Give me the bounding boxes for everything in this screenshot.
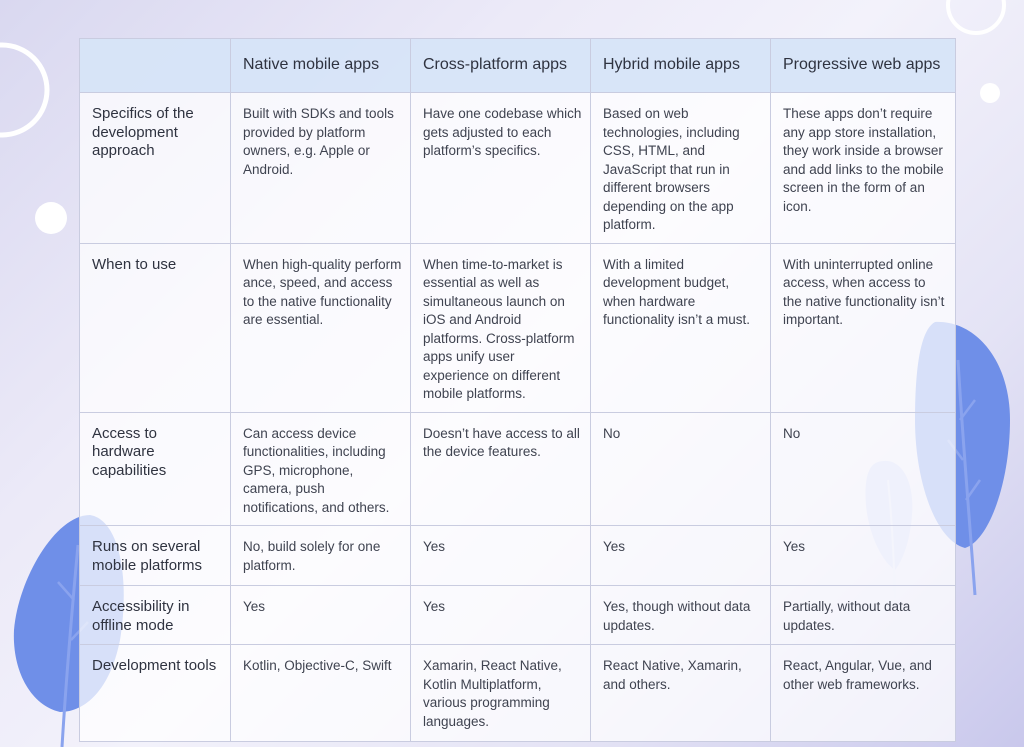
table-row — [80, 526, 956, 586]
header-progressive-web-apps: Progressive web apps — [771, 39, 956, 93]
table-cell: Yes — [411, 586, 591, 645]
table-cell: Partially, without data updates. — [771, 586, 956, 645]
table-cell: Can access device functionalities, including GPS, microphone, camera, push notifications, and others. — [231, 412, 411, 526]
table-cell: No, build solely for one platform. — [231, 526, 411, 586]
table-row — [80, 93, 956, 244]
table-cell: With uninterrupted online access, when access to the native functionality isn’t important. — [771, 243, 956, 412]
table-cell: Yes, though without data updates. — [591, 586, 771, 645]
table-header-row — [80, 39, 956, 93]
table-cell: No — [591, 412, 771, 526]
row-header: When to use — [80, 243, 231, 412]
row-header: Development tools — [80, 645, 231, 742]
dot-decoration — [980, 83, 1000, 103]
table-row — [80, 645, 956, 742]
row-header: Accessibility in offline mode — [80, 586, 231, 645]
table-cell: When time-to-market is essential as well as simultaneous launch on iOS and Android platforms. Cross-platform apps unify user experience on different mobile platforms. — [411, 243, 591, 412]
table-cell: With a limited development budget, when hardware functionality isn’t a must. — [591, 243, 771, 412]
ring-decoration — [0, 45, 47, 135]
table-row — [80, 586, 956, 645]
dot-decoration — [35, 202, 67, 234]
ring-decoration — [948, 0, 1004, 33]
table-row — [80, 243, 956, 412]
header-hybrid-mobile-apps: Hybrid mobile apps — [591, 39, 771, 93]
table-cell: Kotlin, Objective-C, Swift — [231, 645, 411, 742]
table-cell: React, Angular, Vue, and other web frameworks. — [771, 645, 956, 742]
table-cell: Yes — [591, 526, 771, 586]
table-cell: When high-quality perform ance, speed, and access to the native functionality are essential. — [231, 243, 411, 412]
row-header: Access to hardware capabilities — [80, 412, 231, 526]
table-cell: Have one codebase which gets adjusted to each platform’s specifics. — [411, 93, 591, 244]
comparison-table — [79, 38, 956, 742]
table-cell: Yes — [771, 526, 956, 586]
row-header: Specifics of the development approach — [80, 93, 231, 244]
table-cell: Yes — [231, 586, 411, 645]
header-corner — [80, 39, 231, 93]
table-cell: Yes — [411, 526, 591, 586]
table-cell: These apps don’t require any app store installation, they work inside a browser and add links to the mobile screen in the form of an icon. — [771, 93, 956, 244]
table-cell: No — [771, 412, 956, 526]
table-row — [80, 412, 956, 526]
table-cell: Built with SDKs and tools provided by platform owners, e.g. Apple or Android. — [231, 93, 411, 244]
header-native-mobile-apps: Native mobile apps — [231, 39, 411, 93]
row-header: Runs on several mobile platforms — [80, 526, 231, 586]
table-cell: React Native, Xamarin, and others. — [591, 645, 771, 742]
table-cell: Based on web technologies, including CSS, HTML, and JavaScript that run in different browsers depending on the app platform. — [591, 93, 771, 244]
table-cell: Doesn’t have access to all the device features. — [411, 412, 591, 526]
header-cross-platform-apps: Cross-platform apps — [411, 39, 591, 93]
table-cell: Xamarin, React Native, Kotlin Multiplatform, various programming languages. — [411, 645, 591, 742]
